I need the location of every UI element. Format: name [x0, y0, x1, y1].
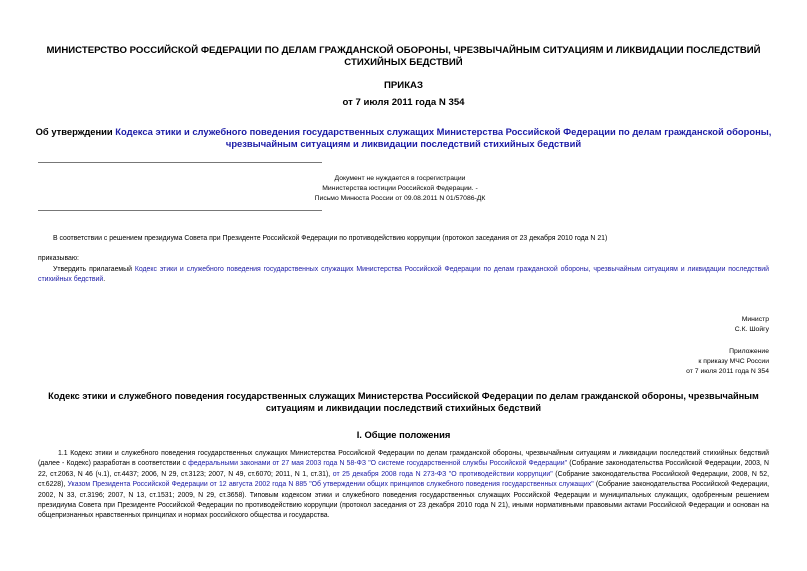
- registration-note-line-3: Письмо Минюста России от 09.08.2011 N 01/57086-ДК: [314, 195, 486, 202]
- decree-885-link[interactable]: Указом Президента Российской Федерации от 12 августа 2002 года N 885 "Об утверждении общих принципов служебного поведения государственных служащих": [67, 481, 594, 489]
- section-heading: I. Общие положения: [356, 429, 451, 440]
- signature-position: Министр: [741, 316, 769, 323]
- clause-text-3: (Собрание законодательства Российской Федерации, 2008, N 52, ст.6228),: [38, 470, 769, 489]
- approve-prefix: Утвердить прилагаемый: [53, 266, 135, 273]
- clause-1-1: [38, 449, 769, 522]
- document-title: [30, 126, 777, 150]
- appendix-line-3: от 7 июля 2011 года N 354: [686, 368, 769, 375]
- approve-kodeks-link[interactable]: Кодекс этики и служебного поведения государственных служащих Министерства Российской Федерации по делам гражданской обороны, чрезвычайным ситуациям и ликвидации последствий стихийных бедствий: [38, 266, 769, 283]
- appendix-line-1: Приложение: [729, 348, 769, 355]
- clause-text-1: 1.1 Кодекс этики и служебного поведения государственных служащих Министерства Российской Федерации по делам гражданской обороны, чрезвычайным ситуациям и ликвидации последствий стихийных бедствий (далее - Кодекс) разработан в соответствии с: [38, 450, 769, 468]
- clause-text-2: (Собрание законодательства Российской Федерации, 2003, N 22, ст.2063, N 46 (ч.1), ст.4437; 2006, N 29, ст.3123; 2007, N 49, ст.6070; 2011, N 1, ст.31),: [38, 460, 769, 478]
- signature-name: С.К. Шойгу: [734, 326, 769, 333]
- divider-top: [38, 162, 322, 163]
- approve-paragraph: [38, 265, 769, 285]
- preamble: В соответствии с решением президиума Совета при Президенте Российской Федерации по противодействию коррупции (протокол заседания от 23 декабря 2010 года N 21): [53, 235, 608, 242]
- registration-note-line-2: Министерства юстиции Российской Федерации. -: [322, 185, 478, 192]
- document-date-number: от 7 июля 2011 года N 354: [342, 97, 465, 108]
- kodeks-heading: Кодекс этики и служебного поведения государственных служащих Министерства Российской Федерации по делам гражданской обороны, чрезвычайным ситуациям и ликвидации последствий стихийных бедствий: [48, 391, 759, 413]
- order-word: приказываю:: [38, 255, 79, 262]
- registration-note: [300, 174, 500, 204]
- appendix-line-2: к приказу МЧС России: [698, 358, 769, 365]
- divider-bottom: [38, 210, 322, 211]
- law-58-fz-link[interactable]: федеральными законами от 27 мая 2003 года N 58-ФЗ "О системе государственной службы Российской Федерации": [188, 460, 568, 468]
- clause-text-4: (Собрание законодательства Российской Федерации, 2002, N 33, ст.3196; 2007, N 13, ст.1531; 2009, N 29, ст.3658). Типовым кодексом этики и служебного поведения государственных служащих Российской Федерации и муниципальных служащих, одобренным решением президиума Совета при Президенте Российской Федерации по противодействию коррупции (протокол заседания от 23 декабря 2010 года N 21), иными нормативными правовыми актами Российской Федерации и основан на общепризнанных нравственных принципах и нормах российского общества и государства.: [38, 481, 769, 520]
- kodeks-title-link[interactable]: Кодекса этики и служебного поведения государственных служащих Министерства Российской Федерации по делам гражданской обороны, чрезвычайным ситуациям и ликвидации последствий стихийных бедствий: [115, 126, 772, 149]
- law-273-fz-link[interactable]: от 25 декабря 2008 года N 273-ФЗ "О противодействии коррупции": [332, 470, 553, 478]
- signature-block: [735, 315, 769, 335]
- appendix-block: [686, 347, 769, 377]
- document-type: ПРИКАЗ: [384, 80, 423, 91]
- approve-suffix: .: [103, 276, 106, 283]
- ministry-heading: МИНИСТЕРСТВО РОССИЙСКОЙ ФЕДЕРАЦИИ ПО ДЕЛАМ ГРАЖДАНСКОЙ ОБОРОНЫ, ЧРЕЗВЫЧАЙНЫМ СИТУАЦИЯМ И ЛИКВИДАЦИИ ПОСЛЕДСТВИЙ СТИХИЙНЫХ БЕДСТВИЙ: [46, 45, 761, 68]
- registration-note-line-1: Документ не нуждается в госрегистрации: [334, 175, 466, 182]
- title-prefix: Об утверждении: [35, 126, 116, 137]
